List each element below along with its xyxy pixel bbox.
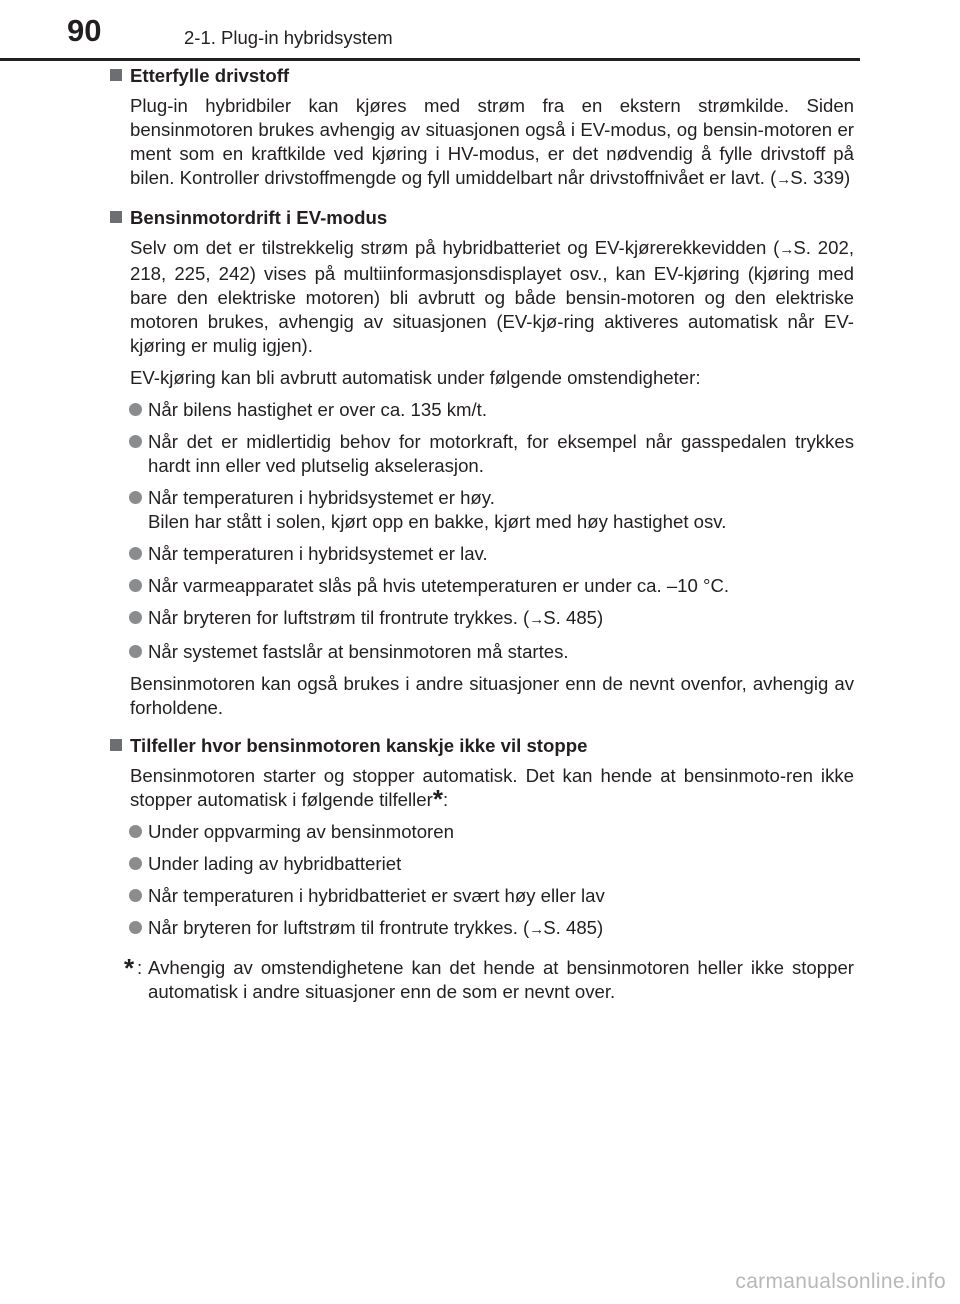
paragraph: Bensinmotoren kan også brukes i andre situasjoner enn de nevnt ovenfor, avhengig av forholdene. bbox=[130, 673, 854, 718]
section-ev-mode bbox=[110, 206, 854, 720]
footnote-asterisk: * bbox=[432, 784, 443, 814]
section-heading-text: Bensinmotordrift i EV-modus bbox=[130, 207, 388, 228]
bullet-dot-icon bbox=[129, 921, 142, 934]
section-heading-text: Tilfeller hvor bensinmotoren kanskje ikke vil stoppe bbox=[130, 735, 588, 756]
section-title: 2-1. Plug-in hybridsystem bbox=[184, 27, 393, 48]
arrow-right-icon: → bbox=[529, 921, 544, 938]
paragraph bbox=[110, 94, 854, 192]
list-item bbox=[110, 852, 854, 876]
list-item bbox=[110, 606, 854, 632]
watermark: carmanualsonline.info bbox=[735, 1270, 946, 1293]
arrow-right-icon: → bbox=[779, 241, 794, 258]
list-item bbox=[110, 542, 854, 566]
arrow-right-icon: → bbox=[776, 171, 791, 188]
section-heading bbox=[110, 734, 854, 758]
bullet-dot-icon bbox=[129, 857, 142, 870]
section-refuel bbox=[110, 64, 854, 192]
square-bullet-icon bbox=[110, 211, 122, 223]
paragraph bbox=[110, 764, 854, 812]
page-reference: S. 485) bbox=[543, 917, 604, 938]
paragraph: EV-kjøring kan bli avbrutt automatisk under følgende omstendigheter: bbox=[130, 367, 701, 388]
paragraph-text: S. 202, 218, 225, 242) vises på multiinformasjonsdisplayet osv., kan EV-kjøring (kjøring med bare den elektriske motoren) bli avbrutt og både bensin-motoren og den elektriske motoren brukes, avhengig av situasjonen (EV-kjø-ring aktiveres automatisk når EV-kjøring er mulig igjen). bbox=[130, 237, 854, 356]
bullet-dot-icon bbox=[129, 491, 142, 504]
page-header bbox=[0, 0, 960, 62]
list-item-text: Når temperaturen i hybridsystemet er høy. bbox=[148, 487, 495, 508]
square-bullet-icon bbox=[110, 69, 122, 81]
list-item-text: Når bryteren for luftstrøm til frontrute trykkes. ( bbox=[148, 917, 530, 938]
list-item-text: Når varmeapparatet slås på hvis utetemperaturen er under ca. –10 °C. bbox=[148, 575, 730, 596]
paragraph bbox=[110, 236, 854, 358]
list-item bbox=[110, 820, 854, 844]
list-item-text: Når bryteren for luftstrøm til frontrute trykkes. ( bbox=[148, 607, 530, 628]
page-content bbox=[110, 64, 854, 1004]
bullet-dot-icon bbox=[129, 547, 142, 560]
bullet-dot-icon bbox=[129, 825, 142, 838]
list-item-subtext: Bilen har stått i solen, kjørt opp en bakke, kjørt med høy hastighet osv. bbox=[148, 511, 727, 532]
section-heading bbox=[110, 206, 854, 230]
paragraph-text: Bensinmotoren starter og stopper automatisk. Det kan hende at bensinmoto-ren ikke stopper automatisk i følgende tilfeller bbox=[130, 765, 854, 810]
list-item-text: Under lading av hybridbatteriet bbox=[148, 853, 402, 874]
bullet-dot-icon bbox=[129, 435, 142, 448]
arrow-right-icon: → bbox=[529, 611, 544, 628]
list-item-text: Når systemet fastslår at bensinmotoren må startes. bbox=[148, 641, 569, 662]
list-item bbox=[110, 398, 854, 422]
list-item bbox=[110, 916, 854, 942]
list-item-text: Når det er midlertidig behov for motorkraft, for eksempel når gasspedalen trykkes hardt inn eller ved plutselig akselerasjon. bbox=[148, 431, 854, 476]
square-bullet-icon bbox=[110, 739, 122, 751]
section-engine-not-stopping bbox=[110, 734, 854, 942]
list-item bbox=[110, 884, 854, 908]
list-item bbox=[110, 640, 854, 664]
footnote bbox=[110, 953, 854, 1004]
bullet-dot-icon bbox=[129, 403, 142, 416]
footnote-text: Avhengig av omstendighetene kan det hende at bensinmotoren heller ikke stopper automatisk i andre situasjoner enn de som er nevnt over. bbox=[148, 957, 854, 1002]
bullet-dot-icon bbox=[129, 579, 142, 592]
list-item bbox=[110, 486, 854, 534]
header-rule bbox=[0, 58, 860, 61]
list-item bbox=[110, 430, 854, 478]
section-heading bbox=[110, 64, 854, 88]
footnote-colon: : bbox=[137, 957, 143, 978]
bullet-dot-icon bbox=[129, 645, 142, 658]
page-number: 90 bbox=[67, 13, 102, 48]
list-item-text: Under oppvarming av bensinmotoren bbox=[148, 821, 454, 842]
footnote-asterisk: * bbox=[124, 953, 135, 983]
list-item bbox=[110, 574, 854, 598]
section-heading-text: Etterfylle drivstoff bbox=[130, 65, 290, 86]
list-item-text: Når bilens hastighet er over ca. 135 km/t. bbox=[148, 399, 487, 420]
paragraph-text: Selv om det er tilstrekkelig strøm på hybridbatteriet og EV-kjørerekkevidden ( bbox=[130, 237, 780, 258]
paragraph-text: Plug-in hybridbiler kan kjøres med strøm fra en ekstern strømkilde. Siden bensinmotoren brukes avhengig av situasjonen også i EV-modus, og bensin-motoren er ment som en kraftkilde ved kjøring i HV-modus, er det nødvendig å fylle drivstoff på bilen. Kontroller drivstoffmengde og fyll umiddelbart når drivstoffnivået er lavt. ( bbox=[130, 95, 854, 188]
page-reference: S. 339) bbox=[790, 167, 851, 188]
bullet-dot-icon bbox=[129, 889, 142, 902]
list-item-text: Når temperaturen i hybridbatteriet er svært høy eller lav bbox=[148, 885, 605, 906]
page-reference: S. 485) bbox=[543, 607, 604, 628]
bullet-dot-icon bbox=[129, 611, 142, 624]
paragraph-text: : bbox=[442, 789, 449, 810]
list-item-text: Når temperaturen i hybridsystemet er lav. bbox=[148, 543, 488, 564]
